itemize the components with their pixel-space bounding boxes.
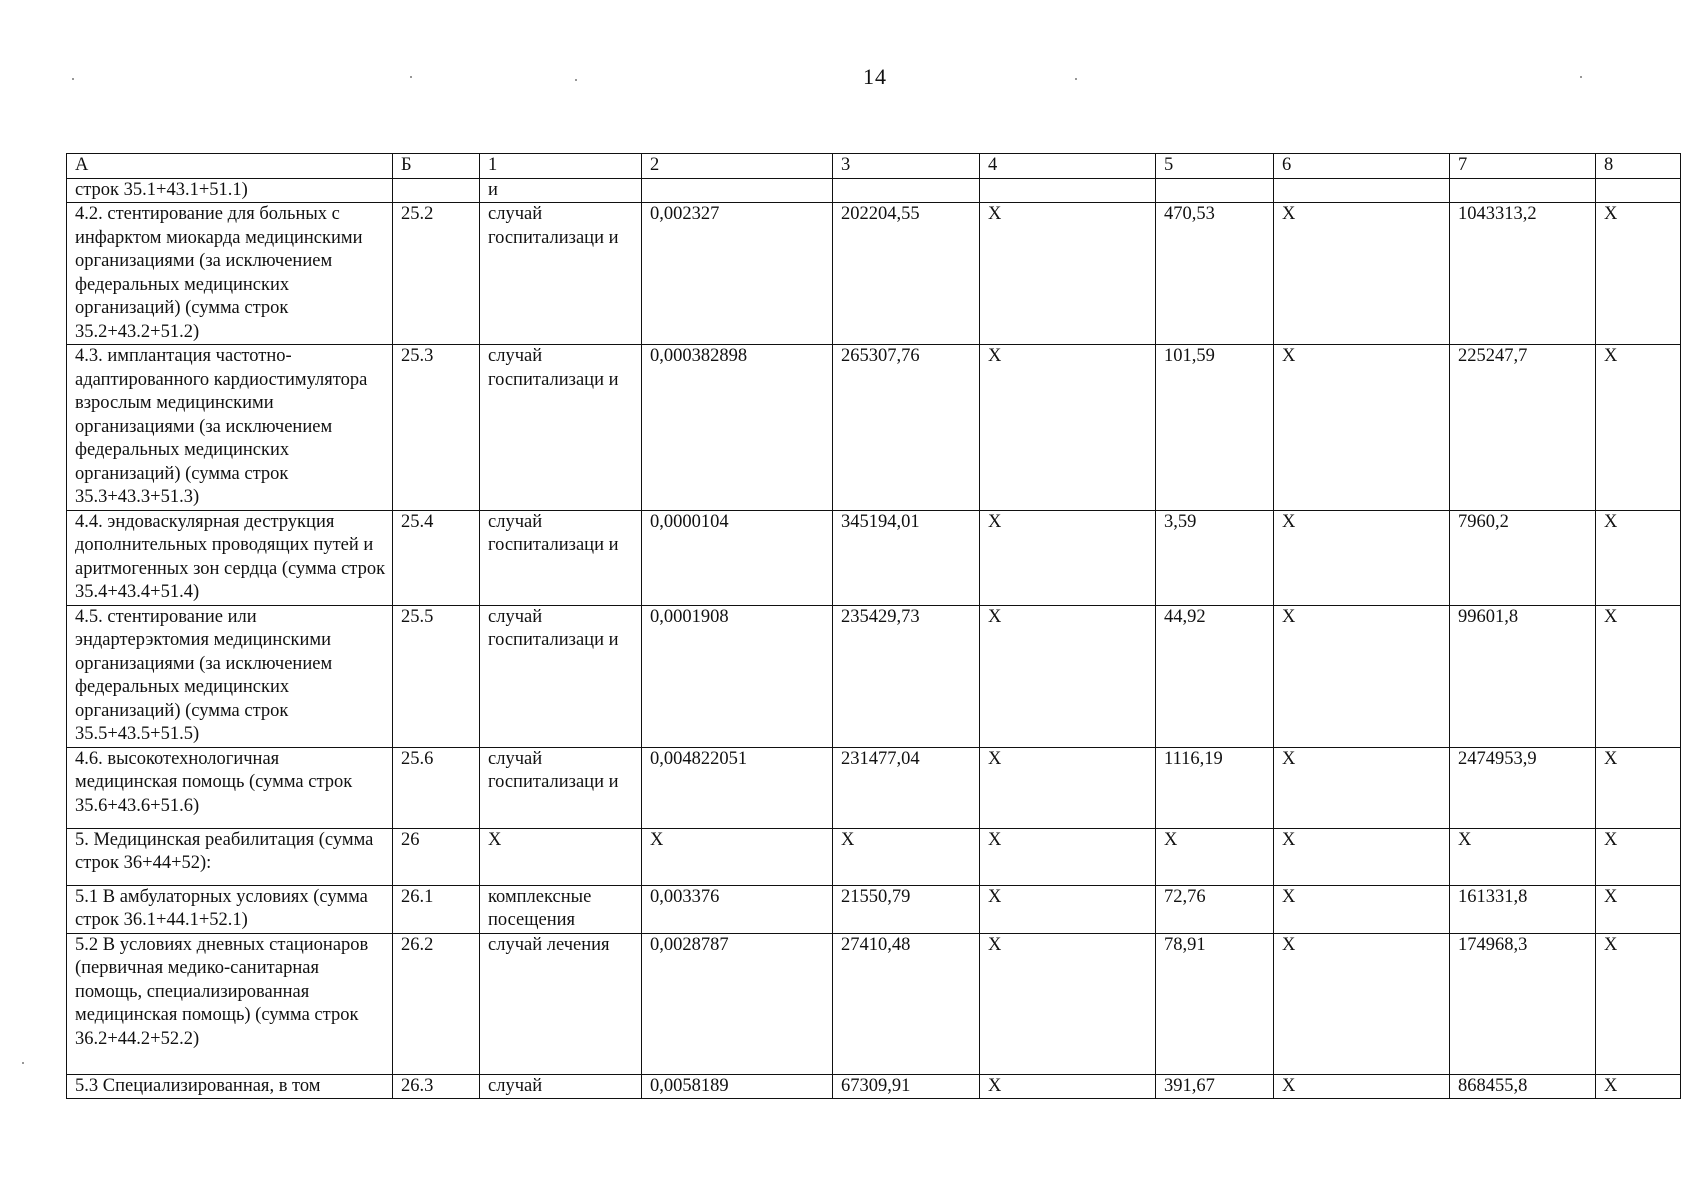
value-cell: 3,59 bbox=[1156, 510, 1274, 605]
value-cell: 0,0058189 bbox=[642, 1074, 833, 1099]
value-cell: Х bbox=[1596, 510, 1681, 605]
header-cell: 1 bbox=[480, 154, 642, 179]
value-cell: Х bbox=[833, 828, 980, 885]
value-cell: 235429,73 bbox=[833, 605, 980, 747]
value-cell bbox=[1450, 178, 1596, 203]
value-cell: Х bbox=[1274, 203, 1450, 345]
value-cell: 44,92 bbox=[1156, 605, 1274, 747]
value-cell: Х bbox=[1596, 933, 1681, 1074]
row-code-cell: 26 bbox=[393, 828, 480, 885]
header-cell: 6 bbox=[1274, 154, 1450, 179]
value-cell: 868455,8 bbox=[1450, 1074, 1596, 1099]
value-cell: Х bbox=[1596, 203, 1681, 345]
value-cell: 67309,91 bbox=[833, 1074, 980, 1099]
value-cell: 225247,7 bbox=[1450, 345, 1596, 511]
row-code-cell: 26.1 bbox=[393, 885, 480, 933]
value-cell: 27410,48 bbox=[833, 933, 980, 1074]
value-cell: Х bbox=[1156, 828, 1274, 885]
header-cell: 3 bbox=[833, 154, 980, 179]
table-row bbox=[67, 933, 1681, 1074]
value-cell: Х bbox=[1274, 345, 1450, 511]
value-cell: 0,000382898 bbox=[642, 345, 833, 511]
value-cell: Х bbox=[980, 510, 1156, 605]
row-name-cell: 4.2. стентирование для больных с инфарктом миокарда медицинскими организациями (за исключением федеральных медицинских организаций) (сумма строк 35.2+43.2+51.2) bbox=[67, 203, 393, 345]
value-cell: Х bbox=[1596, 747, 1681, 828]
value-cell: 391,67 bbox=[1156, 1074, 1274, 1099]
row-name-cell: 5.2 В условиях дневных стационаров (первичная медико-санитарная помощь, специализированная медицинская помощь) (сумма строк 36.2+44.2+52.2) bbox=[67, 933, 393, 1074]
value-cell: Х bbox=[980, 203, 1156, 345]
table-row bbox=[67, 178, 1681, 203]
table-row bbox=[67, 345, 1681, 511]
row-code-cell: 25.6 bbox=[393, 747, 480, 828]
value-cell: 0,003376 bbox=[642, 885, 833, 933]
value-cell: Х bbox=[1596, 605, 1681, 747]
row-code-cell: 25.2 bbox=[393, 203, 480, 345]
table-row bbox=[67, 510, 1681, 605]
value-cell: 1043313,2 bbox=[1450, 203, 1596, 345]
value-cell: 174968,3 bbox=[1450, 933, 1596, 1074]
row-code-cell: 25.4 bbox=[393, 510, 480, 605]
header-cell: 8 bbox=[1596, 154, 1681, 179]
scan-speck bbox=[575, 79, 577, 81]
row-code-cell bbox=[393, 178, 480, 203]
value-cell: 231477,04 bbox=[833, 747, 980, 828]
value-cell: Х bbox=[980, 828, 1156, 885]
scan-speck bbox=[1580, 76, 1582, 78]
value-cell: Х bbox=[1274, 885, 1450, 933]
scan-speck bbox=[410, 76, 412, 78]
value-cell: Х bbox=[1274, 605, 1450, 747]
header-cell: 4 bbox=[980, 154, 1156, 179]
value-cell bbox=[1156, 178, 1274, 203]
table-row bbox=[67, 203, 1681, 345]
row-name-cell: 5.3 Специализированная, в том bbox=[67, 1074, 393, 1099]
value-cell: 0,004822051 bbox=[642, 747, 833, 828]
value-cell: Х bbox=[642, 828, 833, 885]
value-cell: 101,59 bbox=[1156, 345, 1274, 511]
table-row bbox=[67, 828, 1681, 885]
scan-speck bbox=[72, 78, 74, 80]
value-cell: 161331,8 bbox=[1450, 885, 1596, 933]
value-cell bbox=[642, 178, 833, 203]
row-unit-cell: и bbox=[480, 178, 642, 203]
row-unit-cell: Х bbox=[480, 828, 642, 885]
value-cell: 0,0028787 bbox=[642, 933, 833, 1074]
row-code-cell: 26.3 bbox=[393, 1074, 480, 1099]
table-row bbox=[67, 605, 1681, 747]
value-cell: 265307,76 bbox=[833, 345, 980, 511]
value-cell: Х bbox=[1274, 510, 1450, 605]
table-header-row bbox=[67, 154, 1681, 179]
table-row bbox=[67, 747, 1681, 828]
row-unit-cell: случай госпитализаци и bbox=[480, 203, 642, 345]
row-code-cell: 25.3 bbox=[393, 345, 480, 511]
value-cell: 21550,79 bbox=[833, 885, 980, 933]
table-row bbox=[67, 1074, 1681, 1099]
value-cell: Х bbox=[1596, 1074, 1681, 1099]
value-cell: 2474953,9 bbox=[1450, 747, 1596, 828]
value-cell bbox=[980, 178, 1156, 203]
table-row bbox=[67, 885, 1681, 933]
row-name-cell: 4.5. стентирование или эндартерэктомия медицинскими организациями (за исключением федеральных медицинских организаций) (сумма строк 35.5+43.5+51.5) bbox=[67, 605, 393, 747]
header-cell: Б bbox=[393, 154, 480, 179]
value-cell: Х bbox=[1596, 885, 1681, 933]
value-cell: 345194,01 bbox=[833, 510, 980, 605]
value-cell bbox=[1274, 178, 1450, 203]
row-name-cell: 5.1 В амбулаторных условиях (сумма строк 36.1+44.1+52.1) bbox=[67, 885, 393, 933]
value-cell: 78,91 bbox=[1156, 933, 1274, 1074]
row-code-cell: 25.5 bbox=[393, 605, 480, 747]
header-cell: 7 bbox=[1450, 154, 1596, 179]
row-unit-cell: случай госпитализаци и bbox=[480, 747, 642, 828]
value-cell: 202204,55 bbox=[833, 203, 980, 345]
value-cell: Х bbox=[1274, 747, 1450, 828]
value-cell: Х bbox=[980, 1074, 1156, 1099]
row-unit-cell: случай госпитализаци и bbox=[480, 345, 642, 511]
row-name-cell: строк 35.1+43.1+51.1) bbox=[67, 178, 393, 203]
header-cell: 5 bbox=[1156, 154, 1274, 179]
row-name-cell: 4.4. эндоваскулярная деструкция дополнительных проводящих путей и аритмогенных зон сердца (сумма строк 35.4+43.4+51.4) bbox=[67, 510, 393, 605]
value-cell bbox=[1596, 178, 1681, 203]
value-cell: 1116,19 bbox=[1156, 747, 1274, 828]
value-cell bbox=[833, 178, 980, 203]
row-name-cell: 4.3. имплантация частотно-адаптированного кардиостимулятора взрослым медицинскими организациями (за исключением федеральных медицинских организаций) (сумма строк 35.3+43.3+51.3) bbox=[67, 345, 393, 511]
header-cell: 2 bbox=[642, 154, 833, 179]
value-cell: Х bbox=[980, 933, 1156, 1074]
value-cell: Х bbox=[980, 885, 1156, 933]
header-cell: А bbox=[67, 154, 393, 179]
value-cell: Х bbox=[1274, 1074, 1450, 1099]
value-cell: Х bbox=[980, 345, 1156, 511]
row-code-cell: 26.2 bbox=[393, 933, 480, 1074]
value-cell: Х bbox=[1274, 828, 1450, 885]
row-unit-cell: случай госпитализаци и bbox=[480, 510, 642, 605]
scan-speck bbox=[1075, 78, 1077, 80]
row-unit-cell: комплексные посещения bbox=[480, 885, 642, 933]
value-cell: Х bbox=[1596, 345, 1681, 511]
row-name-cell: 4.6. высокотехнологичная медицинская помощь (сумма строк 35.6+43.6+51.6) bbox=[67, 747, 393, 828]
row-name-cell: 5. Медицинская реабилитация (сумма строк 36+44+52): bbox=[67, 828, 393, 885]
value-cell: 72,76 bbox=[1156, 885, 1274, 933]
value-cell: 0,002327 bbox=[642, 203, 833, 345]
page-number: 14 bbox=[863, 64, 887, 89]
value-cell: Х bbox=[1596, 828, 1681, 885]
value-cell: Х bbox=[980, 605, 1156, 747]
value-cell: Х bbox=[1450, 828, 1596, 885]
value-cell: Х bbox=[1274, 933, 1450, 1074]
scan-speck bbox=[22, 1062, 24, 1064]
value-cell: 470,53 bbox=[1156, 203, 1274, 345]
row-unit-cell: случай лечения bbox=[480, 933, 642, 1074]
value-cell: 0,0000104 bbox=[642, 510, 833, 605]
value-cell: 0,0001908 bbox=[642, 605, 833, 747]
value-cell: 7960,2 bbox=[1450, 510, 1596, 605]
value-cell: Х bbox=[980, 747, 1156, 828]
row-unit-cell: случай bbox=[480, 1074, 642, 1099]
data-table bbox=[66, 153, 1681, 1099]
value-cell: 99601,8 bbox=[1450, 605, 1596, 747]
row-unit-cell: случай госпитализаци и bbox=[480, 605, 642, 747]
